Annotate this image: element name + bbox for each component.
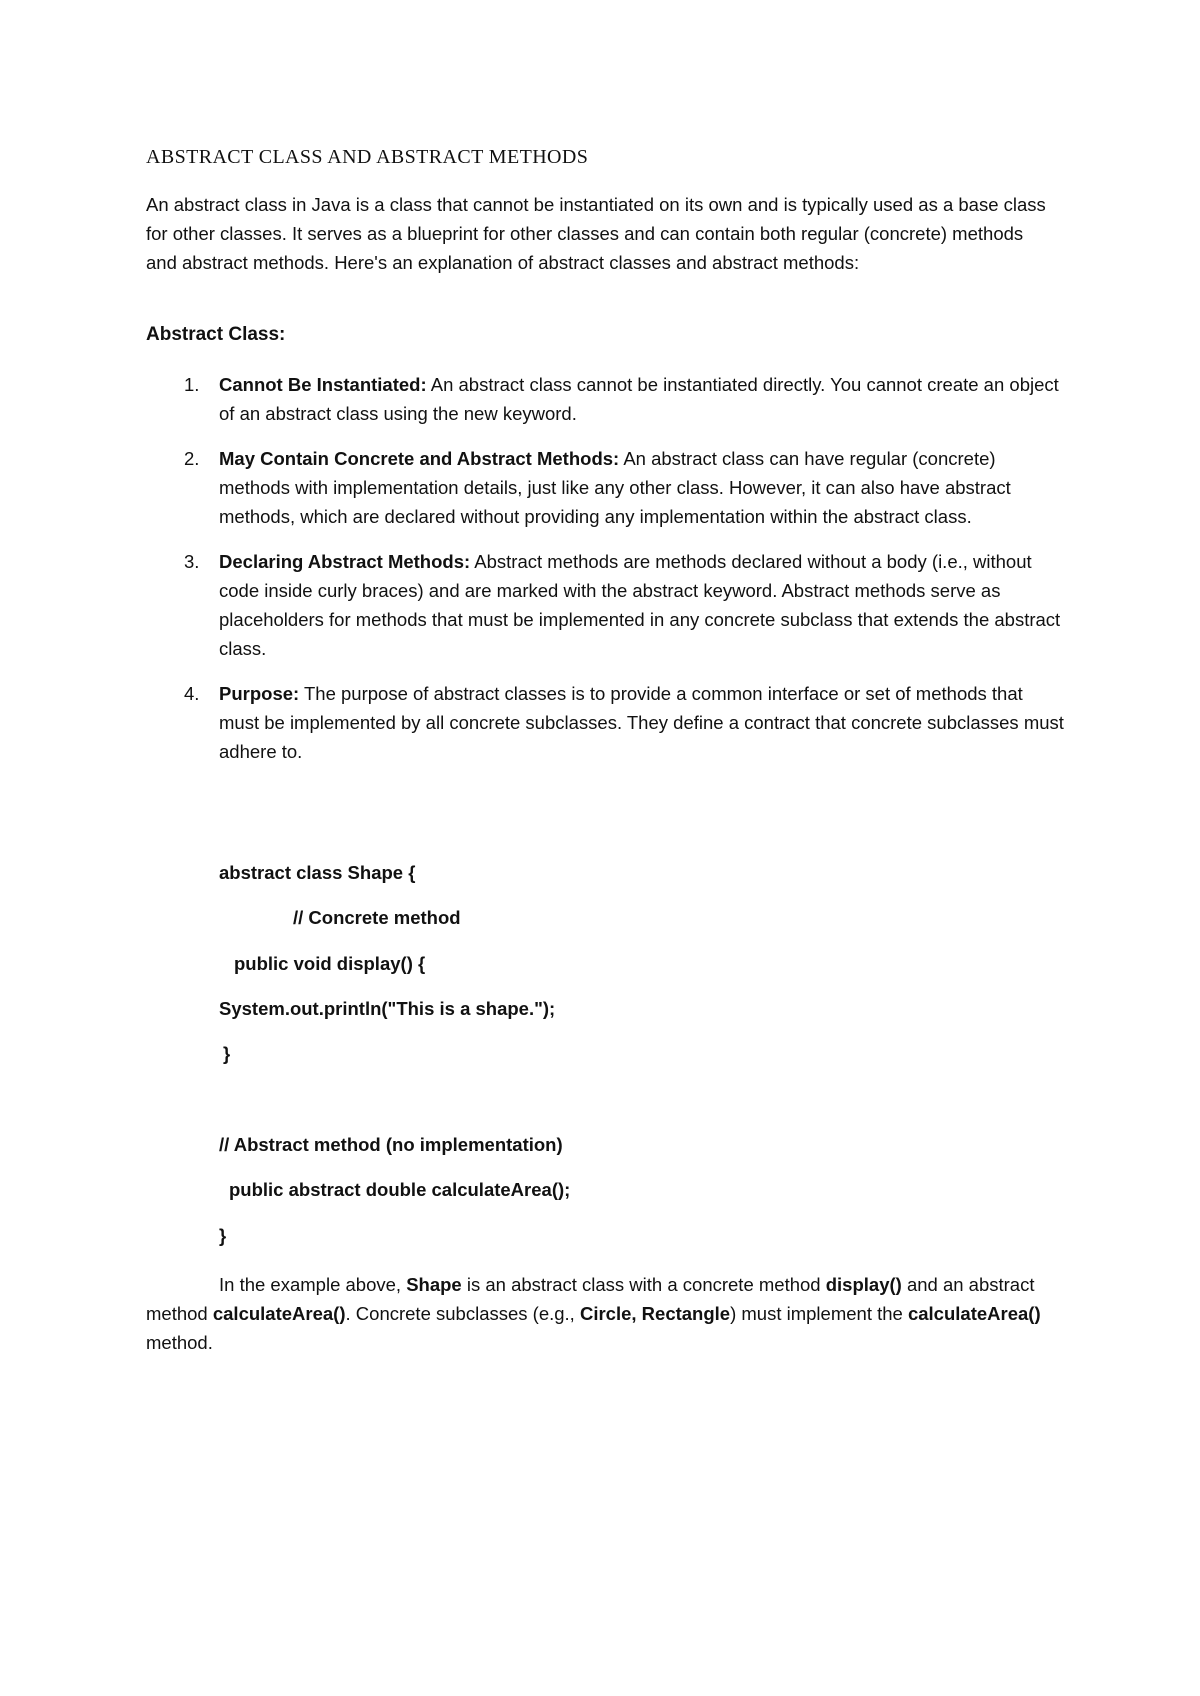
closing-code-term: display() [825,1274,902,1295]
closing-text: is an abstract class with a concrete method [461,1274,826,1295]
code-comment: // Concrete method [293,907,461,928]
list-item-text: The purpose of abstract classes is to provide a common interface or set of methods that must be implemented by all concrete subclasses. They define a contract that concrete subclasses must adhere to. [219,683,1064,762]
document-title: ABSTRACT CLASS AND ABSTRACT METHODS [146,146,589,168]
list-item [146,370,1066,428]
code-line: abstract class Shape { [219,862,416,883]
closing-paragraph [146,1270,1066,1357]
list-item [146,444,1066,531]
list-item [146,547,1066,663]
closing-code-term: calculateArea() [907,1303,1041,1324]
closing-code-term: calculateArea() [212,1303,346,1324]
code-line: System.out.println("This is a shape."); [219,998,556,1019]
closing-text: method. [146,1332,213,1353]
closing-code-term: Shape [406,1274,462,1295]
list-item-number: 3. [184,551,200,572]
closing-text: and an abstract method [146,1274,1035,1324]
list-item-number: 2. [184,448,200,469]
list-item-number: 1. [184,374,200,395]
list-item-term: Purpose: [219,683,300,704]
code-comment: // Abstract method (no implementation) [219,1134,563,1155]
list-item-text: Abstract methods are methods declared without a body (i.e., without code inside curly braces) and are marked with the abstract keyword. Abstract methods serve as placeholders for methods that must be implemented in any concrete subclass that extends the abstract class. [219,551,1061,659]
code-line: } [219,1225,227,1246]
list-item-number: 4. [184,683,200,704]
closing-code-term: Circle, Rectangle [579,1303,731,1324]
code-line: } [223,1043,231,1064]
list-item-term: Declaring Abstract Methods: [219,551,471,572]
closing-text: In the example above, [219,1274,407,1295]
list-item-text: An abstract class cannot be instantiated directly. You cannot create an object of an abstract class using the new keyword. [219,374,1059,424]
code-line: public void display() { [234,953,426,974]
list-item-text: An abstract class can have regular (concrete) methods with implementation details, just like any other class. However, it can also have abstract methods, which are declared without providing any implementation within the abstract class. [219,448,1011,527]
list-item-term: Cannot Be Instantiated: [219,374,427,395]
code-line: public abstract double calculateArea(); [229,1179,571,1200]
closing-text: . Concrete subclasses (e.g., [345,1303,580,1324]
list-item [146,679,1066,766]
section-heading: Abstract Class: [146,324,286,345]
list-item-term: May Contain Concrete and Abstract Methods: [219,448,620,469]
intro-paragraph: An abstract class in Java is a class that cannot be instantiated on its own and is typically used as a base class for other classes. It serves as a blueprint for other classes and can contain both regular (concrete) methods and abstract methods. Here's an explanation of abstract classes and abstract methods: [146,194,1046,273]
closing-text: ) must implement the [730,1303,908,1324]
numbered-list [146,370,1066,782]
